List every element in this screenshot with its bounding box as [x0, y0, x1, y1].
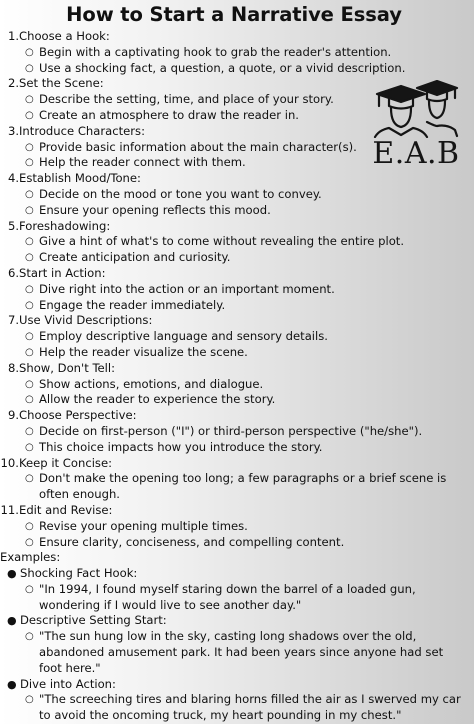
step-number: 8. — [7, 360, 19, 375]
step-detail — [21, 440, 468, 456]
step-title: Introduce Characters: — [19, 123, 146, 138]
step-sublist — [0, 377, 468, 409]
hollow-bullet-icon: ○ — [25, 473, 34, 485]
step-item — [0, 456, 468, 503]
hollow-bullet-icon: ○ — [25, 631, 34, 643]
hollow-bullet-icon: ○ — [25, 331, 34, 343]
step-number: 4. — [7, 171, 19, 186]
step-item — [0, 171, 468, 218]
step-item — [0, 313, 468, 360]
step-item — [0, 219, 468, 266]
step-detail-text: Ensure clarity, conciseness, and compelling content. — [39, 534, 345, 549]
step-detail — [21, 424, 468, 440]
step-title: Edit and Revise: — [19, 502, 113, 517]
step-item — [0, 503, 468, 550]
step-title: Choose a Hook: — [19, 29, 110, 43]
step-number: 9. — [7, 408, 19, 423]
step-detail — [21, 392, 468, 408]
filled-bullet-icon: ● — [7, 677, 17, 691]
step-detail — [21, 345, 468, 361]
step-detail-text: Help the reader connect with them. — [39, 155, 246, 170]
logo-text: E.A.B — [372, 136, 460, 171]
step-heading — [0, 266, 468, 282]
step-heading — [0, 408, 468, 424]
step-detail — [21, 329, 468, 345]
step-detail-text: Provide basic information about the main character(s). — [39, 139, 357, 154]
step-detail — [21, 377, 468, 393]
step-detail — [21, 282, 468, 298]
examples-heading: Examples: — [0, 550, 61, 565]
step-item — [0, 361, 468, 408]
example-label-text: Shocking Fact Hook: — [20, 566, 138, 581]
hollow-bullet-icon: ○ — [25, 394, 34, 406]
hollow-bullet-icon: ○ — [25, 425, 34, 437]
step-number: 1. — [7, 29, 19, 43]
example-quote-text: "The sun hung low in the sky, casting long shadows over the old, abandoned amusement park. It had been years since anyone had set foot here." — [39, 629, 444, 675]
step-detail — [21, 298, 468, 314]
example-label — [4, 566, 468, 582]
hollow-bullet-icon: ○ — [25, 299, 34, 311]
step-title: Use Vivid Descriptions: — [19, 313, 153, 328]
step-detail — [21, 519, 468, 535]
step-detail — [21, 234, 468, 250]
filled-bullet-icon: ● — [7, 567, 17, 581]
step-detail-text: Describe the setting, time, and place of your story. — [39, 92, 334, 107]
hollow-bullet-icon: ○ — [25, 141, 34, 153]
example-item — [4, 677, 468, 724]
step-number: 5. — [7, 218, 19, 233]
step-heading — [0, 29, 468, 45]
step-detail-text: Don't make the opening too long; a few paragraphs or a brief scene is often enough. — [39, 471, 447, 502]
step-detail — [21, 61, 468, 77]
step-title: Start in Action: — [19, 265, 106, 280]
page-title: How to Start a Narrative Essay — [66, 3, 402, 26]
step-detail — [21, 203, 468, 219]
step-title: Set the Scene: — [19, 76, 104, 91]
step-number: 2. — [7, 76, 19, 91]
step-heading — [0, 361, 468, 377]
step-sublist — [0, 471, 468, 503]
step-number: 6. — [7, 265, 19, 280]
step-heading — [0, 219, 468, 235]
example-sublist — [4, 629, 468, 676]
example-quote — [21, 692, 468, 724]
step-detail-text: Give a hint of what's to come without revealing the entire plot. — [39, 234, 405, 249]
hollow-bullet-icon: ○ — [25, 283, 34, 295]
hollow-bullet-icon: ○ — [25, 94, 34, 106]
step-sublist — [0, 282, 468, 314]
step-detail — [21, 45, 468, 61]
example-label — [4, 677, 468, 693]
hollow-bullet-icon: ○ — [25, 520, 34, 532]
hollow-bullet-icon: ○ — [25, 204, 34, 216]
step-detail-text: This choice impacts how you introduce the story. — [39, 439, 323, 454]
example-quote-text: "In 1994, I found myself staring down the barrel of a loaded gun, wondering if I would live to see another day." — [39, 581, 416, 612]
step-heading — [0, 313, 468, 329]
step-detail-text: Engage the reader immediately. — [39, 297, 226, 312]
step-heading — [0, 503, 468, 519]
step-number: 3. — [7, 123, 19, 138]
step-title: Establish Mood/Tone: — [19, 171, 141, 186]
example-label-text: Descriptive Setting Start: — [20, 613, 167, 628]
example-label-text: Dive into Action: — [20, 676, 116, 691]
step-detail-text: Create an atmosphere to draw the reader in. — [39, 107, 299, 122]
step-detail-text: Use a shocking fact, a question, a quote, or a vivid description. — [39, 60, 406, 75]
step-detail-text: Show actions, emotions, and dialogue. — [39, 376, 264, 391]
example-quote-text: "The screeching tires and blaring horns filled the air as I swerved my car to avoid the oncoming truck, my heart pounding in my chest." — [39, 692, 461, 723]
example-item — [4, 613, 468, 676]
example-sublist — [4, 692, 468, 724]
step-detail — [21, 187, 468, 203]
example-item — [4, 566, 468, 613]
step-detail-text: Dive right into the action or an important moment. — [39, 281, 335, 296]
step-detail-text: Decide on first-person ("I") or third-person perspective ("he/she"). — [39, 423, 423, 438]
hollow-bullet-icon: ○ — [25, 694, 34, 706]
step-number: 7. — [7, 313, 19, 328]
hollow-bullet-icon: ○ — [25, 157, 34, 169]
hollow-bullet-icon: ○ — [25, 441, 34, 453]
step-heading — [0, 456, 468, 472]
step-detail-text: Begin with a captivating hook to grab the reader's attention. — [39, 44, 392, 59]
step-number: 10. — [0, 455, 19, 470]
hollow-bullet-icon: ○ — [25, 188, 34, 200]
step-number: 11. — [0, 502, 19, 517]
step-sublist — [0, 329, 468, 361]
step-detail-text: Ensure your opening reflects this mood. — [39, 202, 271, 217]
step-sublist — [0, 45, 468, 77]
step-detail-text: Allow the reader to experience the story. — [39, 392, 276, 407]
hollow-bullet-icon: ○ — [25, 109, 34, 121]
step-sublist — [0, 424, 468, 456]
hollow-bullet-icon: ○ — [25, 346, 34, 358]
hollow-bullet-icon: ○ — [25, 252, 34, 264]
example-quote — [21, 629, 468, 676]
hollow-bullet-icon: ○ — [25, 378, 34, 390]
step-detail — [21, 250, 468, 266]
step-detail-text: Help the reader visualize the scene. — [39, 344, 248, 359]
step-detail — [21, 471, 468, 503]
example-sublist — [4, 582, 468, 614]
hollow-bullet-icon: ○ — [25, 536, 34, 548]
step-detail-text: Create anticipation and curiosity. — [39, 250, 231, 265]
hollow-bullet-icon: ○ — [25, 62, 34, 74]
eab-logo — [369, 80, 463, 176]
step-title: Show, Don't Tell: — [19, 360, 116, 375]
step-detail-text: Revise your opening multiple times. — [39, 518, 248, 533]
step-sublist — [0, 234, 468, 266]
hollow-bullet-icon: ○ — [25, 46, 34, 58]
step-sublist — [0, 519, 468, 551]
examples-list — [0, 566, 468, 724]
step-item — [0, 29, 468, 76]
filled-bullet-icon: ● — [7, 614, 17, 628]
example-quote — [21, 582, 468, 614]
step-item — [0, 266, 468, 313]
step-item — [0, 408, 468, 455]
step-detail — [21, 535, 468, 551]
hollow-bullet-icon: ○ — [25, 236, 34, 248]
step-detail-text: Decide on the mood or tone you want to convey. — [39, 186, 322, 201]
step-title: Keep it Concise: — [19, 455, 112, 470]
step-detail-text: Employ descriptive language and sensory details. — [39, 329, 328, 344]
step-title: Choose Perspective: — [19, 408, 137, 423]
example-label — [4, 613, 468, 629]
hollow-bullet-icon: ○ — [25, 583, 34, 595]
step-title: Foreshadowing: — [19, 218, 111, 233]
step-sublist — [0, 187, 468, 219]
graduates-icon — [369, 80, 463, 138]
